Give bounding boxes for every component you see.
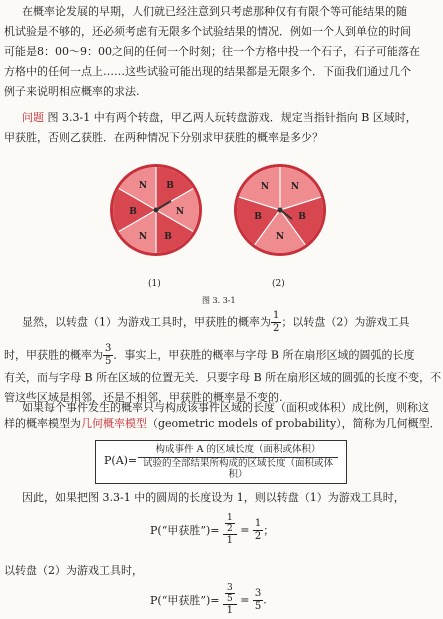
problem-text-1: 图 3.3-1 中有两个转盘，甲乙两人玩转盘游戏．规定当指针指向 B 区域时， xyxy=(47,111,417,124)
f1-inner-den: 2 xyxy=(226,524,233,534)
wheel-1-caption: (1) xyxy=(148,279,161,289)
f2-inner-den: 5 xyxy=(226,594,233,604)
f1-end: ； xyxy=(263,524,275,537)
definition-line-1: 如果每个事件发生的概率只与构成该事件区域的长度（面积或体积）成比例，则称这 xyxy=(22,401,429,414)
formula-numerator: 构成事件 A 的区域长度（面积或体积） xyxy=(155,444,321,455)
wheel1-label-1: B xyxy=(166,181,174,191)
f1-equals: = xyxy=(240,523,250,537)
f1-lhs: P(“甲获胜”)= xyxy=(150,524,220,537)
wheel2-label-2: B xyxy=(298,212,306,222)
f1-result xyxy=(253,518,263,543)
wheel2-label-5: N xyxy=(260,182,270,192)
discussion-text-1b: ；以转盘（2）为游戏工具 xyxy=(281,315,410,329)
wheel1-label-5: B xyxy=(129,207,137,217)
f1-compound-numerator xyxy=(223,513,237,535)
intro-line-4: 方格中的任何一点上……这些试验可能出现的结果都是无限多个．下面我们通过几个 xyxy=(4,65,411,78)
formula-denominator: 试验的全部结果所构成的区域长度（面积或体积） xyxy=(142,458,333,480)
frac2-numerator: 3 xyxy=(105,343,112,354)
f2-result xyxy=(253,588,263,613)
f2-inner-fraction xyxy=(225,583,235,604)
f2-end: . xyxy=(263,593,267,607)
spinner-wheel-1 xyxy=(110,164,202,256)
discussion-text-2a: 时，甲获胜的概率为 xyxy=(4,348,103,362)
formula-wheel-1 xyxy=(150,513,274,547)
wheel1-label-3: B xyxy=(164,232,172,242)
f2-compound-fraction xyxy=(223,583,237,617)
definition-text-2b: （geometric models of probability），简称为几何概型． xyxy=(147,417,441,430)
probability-formula-box xyxy=(95,440,347,484)
f2-inner-num: 3 xyxy=(226,583,233,593)
spinner-wheel-2 xyxy=(234,164,326,256)
frac1-numerator: 1 xyxy=(273,310,280,321)
f1-denominator: 1 xyxy=(226,535,233,546)
f2-result-den: 5 xyxy=(254,600,262,612)
wheel-2-caption: (2) xyxy=(272,279,285,289)
wheel1-label-2: N xyxy=(175,207,185,217)
wheel2-label-3: N xyxy=(275,232,285,242)
application-line-2: 以转盘（2）为游戏工具时， xyxy=(4,564,143,577)
f2-compound-numerator xyxy=(223,583,237,605)
discussion-line-3: 有关，而与字母 B 所在区域的位置无关．只要字母 B 所在扇形区域的圆弧的长度不变，不 xyxy=(4,371,442,384)
wheel1-label-6: N xyxy=(138,181,148,191)
intro-line-5: 例子来说明相应概率的求法. xyxy=(4,85,140,98)
problem-label: 问题 xyxy=(22,111,44,124)
intro-line-2: 机试验是不够的，还必须考虑有无限多个试验结果的情况．例如一个人到单位的时间 xyxy=(4,25,411,38)
f1-result-num: 1 xyxy=(254,517,262,529)
f2-denominator: 1 xyxy=(226,605,233,616)
discussion-line-4: 管这些区域是相邻，还是不相邻，甲获胜的概率是不变的. xyxy=(4,391,283,404)
formula-lhs: P(A)= xyxy=(104,454,138,467)
fraction-three-fifths xyxy=(103,343,113,368)
definition-term: 几何概率模型 xyxy=(81,417,147,430)
frac2-denominator: 5 xyxy=(105,356,112,367)
f1-compound-fraction xyxy=(223,513,237,547)
fraction-one-half xyxy=(271,310,281,335)
f1-result-den: 2 xyxy=(254,530,262,542)
discussion-text-1a: 显然，以转盘（1）为游戏工具时，甲获胜的概率为 xyxy=(22,315,271,329)
intro-line-3: 可能是8：00～9：00之间的任何一个时刻；往一个方格中投一个石子，石子可能落在 xyxy=(4,45,420,58)
problem-line-2: 甲获胜，否则乙获胜．在两种情况下分别求甲获胜的概率是多少？ xyxy=(4,131,323,144)
definition-line-2 xyxy=(4,414,441,435)
application-line-1: 因此，如果把图 3.3-1 中的圆周的长度设为 1，则以转盘（1）为游戏工具时， xyxy=(22,491,405,504)
figure-caption: 图 3. 3-1 xyxy=(202,296,236,305)
f1-inner-num: 1 xyxy=(226,513,233,523)
discussion-line-1 xyxy=(22,310,409,335)
wheel2-label-4: B xyxy=(254,212,262,222)
formula-wheel-2 xyxy=(150,583,267,617)
problem-line-1 xyxy=(22,108,417,129)
f2-equals: = xyxy=(240,593,250,607)
definition-text-2a: 样的概率模型为 xyxy=(4,417,81,430)
wheel1-label-4: N xyxy=(138,232,148,242)
wheel2-label-1: N xyxy=(290,182,300,192)
intro-line-1: 在概率论发展的早期，人们就已经注意到只考虑那种仅有有限个等可能结果的随 xyxy=(22,5,407,18)
spinner-figure xyxy=(100,157,340,269)
f2-lhs: P(“甲获胜”)= xyxy=(150,594,220,607)
f2-result-num: 3 xyxy=(254,587,262,599)
f1-inner-fraction xyxy=(225,513,235,534)
frac1-denominator: 2 xyxy=(273,323,280,334)
discussion-line-2 xyxy=(4,343,414,368)
discussion-text-2b: ．事实上，甲获胜的概率与字母 B 所在扇形区域的圆弧的长度 xyxy=(113,348,415,362)
